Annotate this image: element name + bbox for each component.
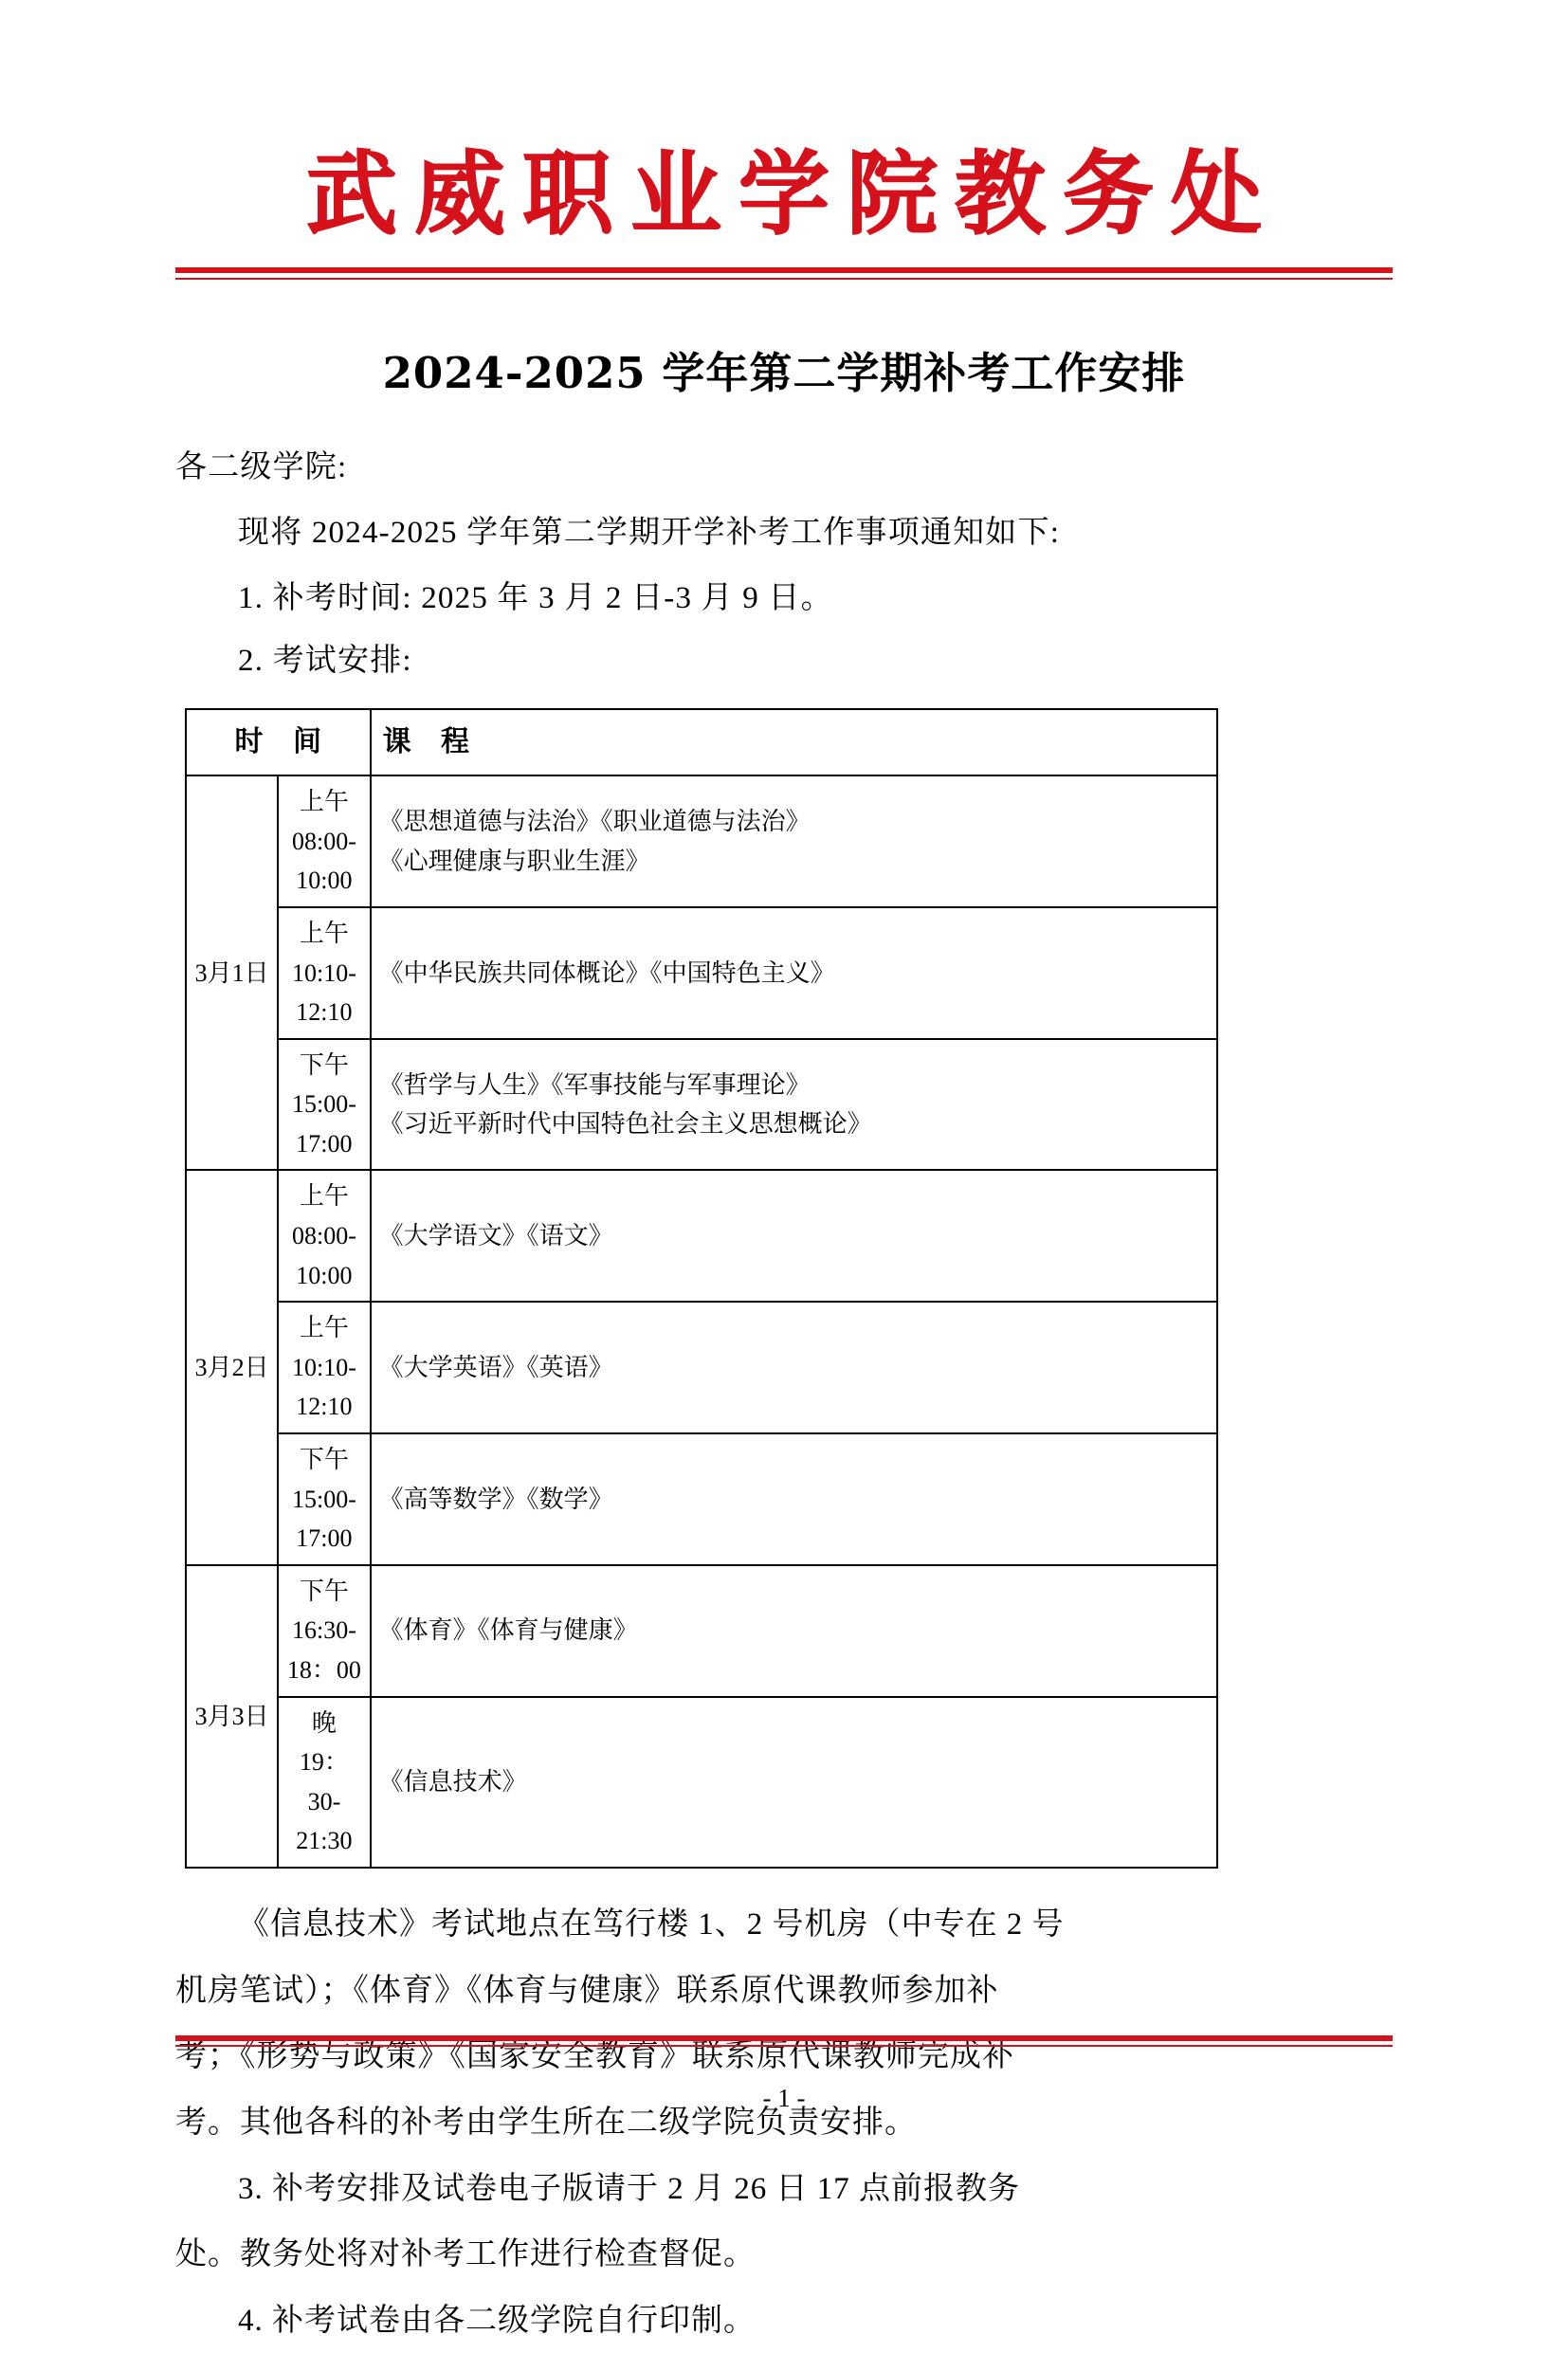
course-entry: 《体育》《体育与健康》 [378, 1616, 638, 1645]
table-cell-courses [371, 775, 1217, 907]
table-cell-courses [371, 1039, 1217, 1171]
table-header-time: 时 间 [186, 709, 371, 775]
page-title: 2024-2025 学年第二学期补考工作安排 [382, 348, 1186, 399]
item-exam-period: 1. 补考时间: 2025 年 3 月 2 日-3 月 9 日。 [238, 580, 833, 615]
item-report-deadline: 3. 补考安排及试卷电子版请于 2 月 26 日 17 点前报教务 [238, 2171, 1020, 2206]
table-cell-date: 3月1日 [186, 775, 278, 1170]
intro-paragraph: 现将 2024-2025 学年第二学期开学补考工作事项通知如下: [238, 516, 1061, 551]
table-cell-time: 上午 10:10-12:10 [278, 907, 370, 1039]
page-number: - 1 - [762, 2084, 806, 2112]
table-cell-time: 上午 08:00-10:00 [278, 775, 370, 907]
course-entry: 《心理健康与职业生涯》 [378, 847, 650, 875]
course-entry: 《中华民族共同体概论》《中国特色主义》 [378, 958, 835, 987]
table-cell-time: 上午 10:10-12:10 [278, 1302, 370, 1433]
table-cell-date: 3月2日 [186, 1170, 278, 1564]
exam-schedule-table [185, 708, 1218, 1869]
course-entry: 《信息技术》 [378, 1768, 527, 1796]
table-cell-courses [371, 1697, 1217, 1868]
notes-section [175, 1893, 1393, 2353]
table-row [186, 1039, 1217, 1171]
course-entry: 《大学语文》《语文》 [378, 1222, 613, 1250]
item-paper-printing: 4. 补考试卷由各二级学院自行印制。 [238, 2303, 756, 2338]
table-cell-courses [371, 907, 1217, 1039]
table-header-course: 课 程 [371, 709, 1217, 775]
table-cell-courses [371, 1170, 1217, 1302]
document-body [175, 438, 1393, 691]
table-cell-time: 上午 08:00-10:00 [278, 1170, 370, 1302]
table-cell-courses [371, 1302, 1217, 1433]
note-line: 机房笔试）；《体育》《体育与健康》联系原代课教师参加补 [175, 1973, 999, 2008]
table-cell-time: 下午 15:00-17:00 [278, 1039, 370, 1171]
table-row [186, 1697, 1217, 1868]
course-entry: 《哲学与人生》《军事技能与军事理论》 [378, 1070, 811, 1099]
letterhead-divider [175, 267, 1393, 280]
table-row [186, 775, 1217, 907]
footer-divider [175, 2035, 1393, 2047]
letterhead-organization: 武威职业学院教务处 [306, 140, 1279, 247]
table-row [186, 1170, 1217, 1302]
letterhead [175, 0, 1393, 280]
table-row [186, 907, 1217, 1039]
note-line: 考；《形势与政策》《国家安全教育》联系原代课教师完成补 [175, 2039, 1014, 2074]
table-cell-time: 下午 15:00-17:00 [278, 1433, 370, 1565]
note-line: 考。其他各科的补考由学生所在二级学院负责安排。 [175, 2105, 917, 2140]
table-row [186, 1302, 1217, 1433]
table-cell-courses [371, 1565, 1217, 1697]
course-entry: 《高等数学》《数学》 [378, 1485, 613, 1513]
table-cell-time: 晚 19：30-21:30 [278, 1697, 370, 1868]
table-cell-courses [371, 1433, 1217, 1565]
table-cell-date: 3月3日 [186, 1565, 278, 1868]
table-row [186, 1433, 1217, 1565]
course-entry: 《思想道德与法治》《职业道德与法治》 [378, 807, 811, 835]
item-exam-schedule: 2. 考试安排: [238, 644, 412, 679]
item-report-deadline-cont: 处。教务处将对补考工作进行检查督促。 [175, 2237, 756, 2272]
note-line: 《信息技术》考试地点在笃行楼 1、2 号机房（中专在 2 号 [238, 1906, 1065, 1942]
course-entry: 《大学英语》《英语》 [378, 1353, 613, 1381]
table-row [186, 1565, 1217, 1697]
course-entry: 《习近平新时代中国特色社会主义思想概论》 [378, 1110, 872, 1139]
table-header-row [186, 709, 1217, 775]
table-cell-time: 下午 16:30-18：00 [278, 1565, 370, 1697]
salutation: 各二级学院: [175, 450, 348, 485]
